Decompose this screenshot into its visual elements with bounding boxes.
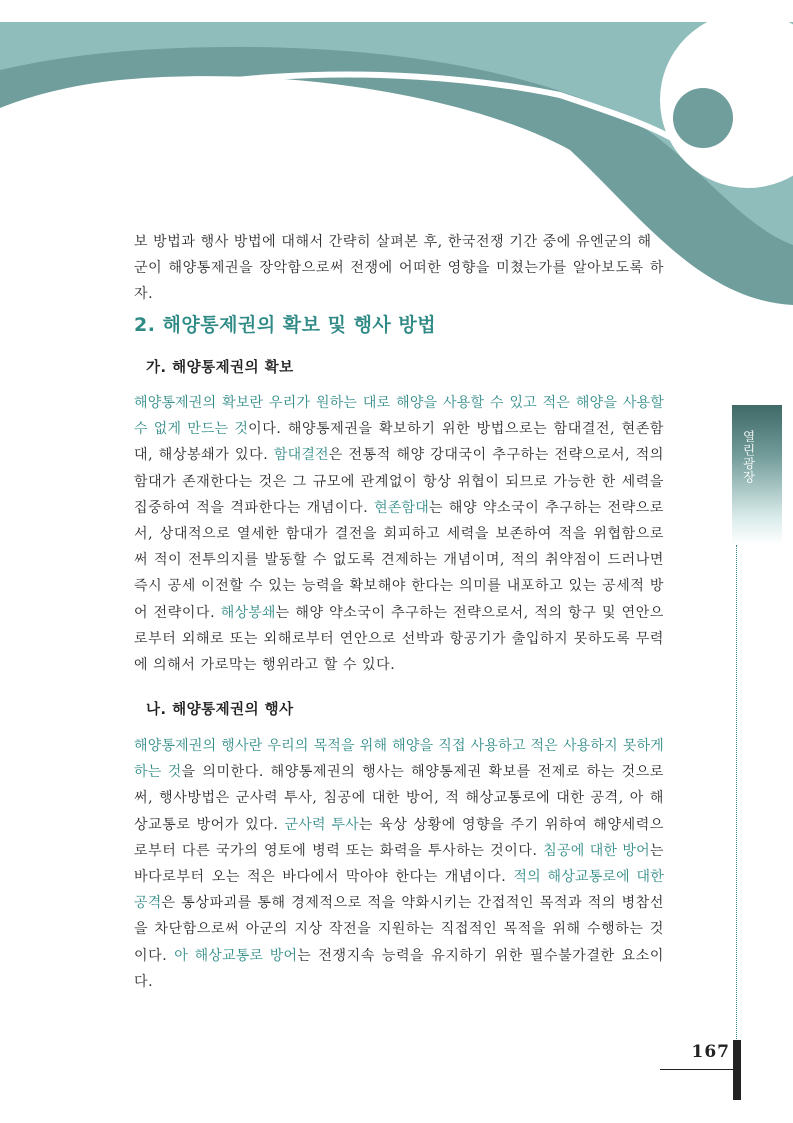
body-text: 는 바다로부터 오는 적은 바다에서 막아야 한다는 개념이다. [134,842,664,886]
subsection-a-title: 가. 해양통제권의 확보 [146,360,294,376]
term-highlight: 해상봉쇄 [220,604,276,621]
page-number: 167 [691,1042,730,1062]
body-text: 을 의미한다. 해양통제권의 행사는 해양통제권 확보를 전제로 하는 것으로써, 행사방법은 군사력 투사, 침공에 대한 방어, 적 해상교통로에 대한 공격, 아 해상교통로 방어가 있다. [134,764,665,833]
body-text: 이다. 해양통제권을 확보하기 위한 방법으로는 함대결전, 현존함대, 해상봉쇄가 있다. [134,421,664,464]
body-text: 는 전쟁지속 능력을 유지하기 위한 필수불가결한 요소이다. [134,947,664,990]
section-title: 2. 해양통제권의 확보 및 행사 방법 [134,314,437,336]
intro-line-2: 군이 해양통제권을 장악함으로써 전쟁에 어떠한 영향을 미쳤는가를 알아보도록 하자. [134,260,664,303]
margin-dotted-rule [736,545,737,1045]
term-highlight: 군사력 투사 [284,816,359,833]
decorative-teal-dot [673,88,733,148]
term-highlight: 현존함대 [374,499,429,516]
term-highlight: 침공에 대한 방어 [543,842,650,859]
page-number-underline [660,1069,733,1070]
body-text: 은 전통적 해양 강대국이 추구하는 전략으로서, 적의 함대가 존재한다는 것은 그 규모에 관계없이 항상 위협이 되므로 가능한 한 세력을 집중하여 적을 격파한다는 개념이다. [134,447,664,516]
page-edge-bar [733,1040,741,1100]
side-tab-label: 열린광장 [741,430,756,484]
term-highlight: 아 해상교통로 방어 [174,947,298,964]
subsection-a-paragraph [134,390,664,678]
term-highlight: 함대결전 [273,447,329,464]
body-text: 은 통상파괴를 통해 경제적으로 적을 약화시키는 간접적인 목적과 적의 병참선을 차단함으로써 아군의 지상 작전을 지원하는 직접적인 목적을 위해 수행하는 것이다. [134,895,664,964]
subsection-b-title: 나. 해양통제권의 행사 [146,702,294,718]
body-text: 는 해양 약소국이 추구하는 전략으로서, 상대적으로 열세한 함대가 결전을 회피하고 세력을 보존하여 적을 위협함으로써 적이 전투의지를 발동할 수 없도록 견제하는 개념이며, 적의 취약점이 드러나면 즉시 공세 이전할 수 있는 능력을 확보해야 한다는 의미를 내포하고 있는 공세적 방어 전략이다. [134,499,664,621]
subsection-b-paragraph [134,733,664,995]
intro-line-1: 보 방법과 행사 방법에 대해서 간략히 살펴본 후, 한국전쟁 기간 중에 유엔군의 해 [134,234,652,250]
body-text: 는 해양 약소국이 추구하는 전략으로서, 적의 항구 및 연안으로부터 외해로 또는 외해로부터 연안으로 선박과 항공기가 출입하지 못하도록 무력에 의해서 가로막는 행위라고 할 수 있다. [134,604,664,674]
term-highlight: 해양통제권의 행사란 우리의 목적을 위해 해양을 직접 사용하고 적은 사용하지 못하게 하는 것 [134,738,664,781]
term-highlight: 적의 해상교통로에 대한 공격 [134,869,664,912]
body-text: 는 육상 상황에 영향을 주기 위하여 해양세력으로부터 다른 국가의 영토에 병력 또는 화력을 투사하는 것이다. [134,816,664,859]
term-highlight: 해양통제권의 확보란 우리가 원하는 대로 해양을 사용할 수 있고 적은 해양을 사용할 수 없게 만드는 것 [134,395,664,438]
intro-paragraph [134,229,664,308]
